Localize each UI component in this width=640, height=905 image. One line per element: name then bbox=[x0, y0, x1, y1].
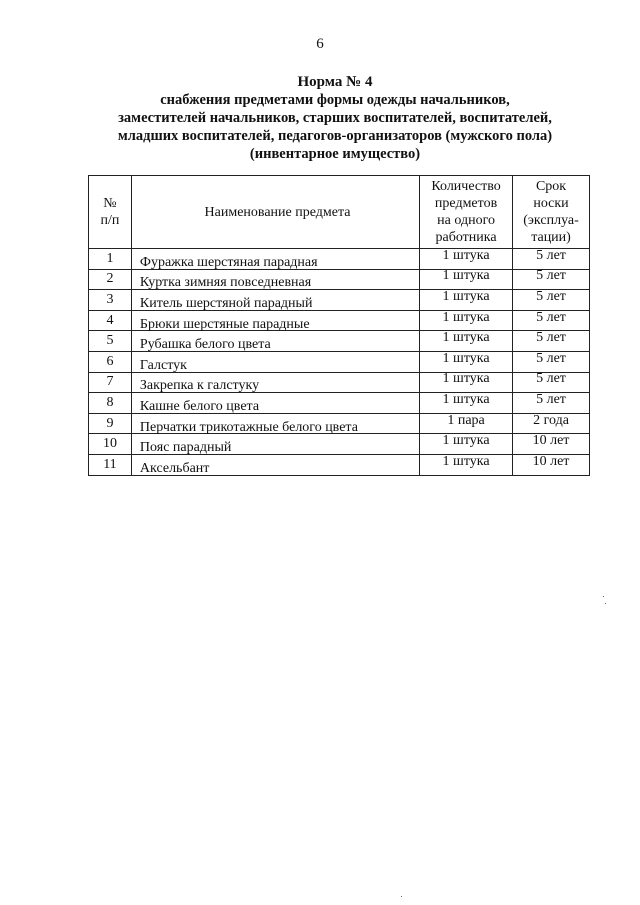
row-quantity-text: 1 штука bbox=[442, 371, 490, 387]
header-qty bbox=[420, 176, 513, 249]
header-qty-line: на одного bbox=[437, 213, 495, 228]
row-quantity-text: 1 штука bbox=[442, 268, 490, 284]
table-row bbox=[89, 434, 590, 455]
scan-speck bbox=[603, 596, 604, 597]
header-num-line: № bbox=[103, 196, 117, 211]
row-item-name-text: Закрепка к галстуку bbox=[139, 378, 260, 394]
row-wear-term bbox=[513, 454, 590, 475]
row-quantity bbox=[420, 372, 513, 393]
row-wear-term-text: 10 лет bbox=[532, 453, 570, 469]
row-item-name-text: Китель шерстяной парадный bbox=[139, 295, 313, 311]
row-quantity bbox=[420, 331, 513, 352]
row-wear-term bbox=[513, 372, 590, 393]
row-num: 10 bbox=[89, 434, 132, 455]
row-item-name-text: Рубашка белого цвета bbox=[139, 337, 271, 353]
row-num: 3 bbox=[89, 290, 132, 311]
table-row bbox=[89, 310, 590, 331]
row-wear-term bbox=[513, 310, 590, 331]
scan-speck bbox=[605, 603, 606, 604]
row-item-name-text: Галстук bbox=[139, 357, 187, 373]
row-quantity-text: 1 штука bbox=[442, 309, 490, 325]
header-term-line: (эксплуа- bbox=[523, 213, 579, 228]
row-item-name-text: Фуражка шерстяная парадная bbox=[139, 254, 318, 270]
table-row bbox=[89, 454, 590, 475]
row-item-name-text: Куртка зимняя повседневная bbox=[139, 275, 312, 291]
row-quantity-text: 1 штука bbox=[442, 391, 490, 407]
table-row bbox=[89, 393, 590, 414]
row-quantity-text: 1 штука bbox=[442, 330, 490, 346]
header-qty-line: предметов bbox=[434, 196, 498, 211]
row-num: 7 bbox=[89, 372, 132, 393]
header-num bbox=[89, 176, 132, 249]
table-row bbox=[89, 351, 590, 372]
header-name: Наименование предмета bbox=[131, 176, 419, 249]
row-item-name-text: Перчатки трикотажные белого цвета bbox=[139, 419, 358, 435]
row-wear-term-text: 2 года bbox=[533, 412, 569, 428]
row-wear-term bbox=[513, 393, 590, 414]
row-quantity-text: 1 пара bbox=[447, 412, 485, 428]
table-row bbox=[89, 290, 590, 311]
row-quantity-text: 1 штука bbox=[442, 247, 490, 263]
row-item-name bbox=[131, 454, 419, 475]
row-item-name bbox=[131, 269, 419, 290]
norm-title: Норма № 4 bbox=[297, 74, 373, 90]
row-item-name bbox=[131, 413, 419, 434]
table-row bbox=[89, 249, 590, 270]
row-num: 8 bbox=[89, 393, 132, 414]
row-quantity-text: 1 штука bbox=[442, 288, 490, 304]
row-wear-term-text: 10 лет bbox=[532, 433, 570, 449]
row-item-name bbox=[131, 351, 419, 372]
page-number: 6 bbox=[316, 36, 324, 52]
heading-line-2: заместителей начальников, старших воспитателей, воспитателей, bbox=[118, 110, 552, 126]
row-wear-term-text: 5 лет bbox=[536, 309, 566, 325]
row-item-name bbox=[131, 372, 419, 393]
row-quantity bbox=[420, 351, 513, 372]
row-wear-term-text: 5 лет bbox=[536, 371, 566, 387]
scan-speck bbox=[401, 896, 402, 897]
row-num: 1 bbox=[89, 249, 132, 270]
row-quantity bbox=[420, 249, 513, 270]
row-item-name bbox=[131, 393, 419, 414]
row-item-name-text: Пояс парадный bbox=[139, 440, 232, 456]
row-quantity bbox=[420, 290, 513, 311]
row-wear-term-text: 5 лет bbox=[536, 330, 566, 346]
header-term bbox=[513, 176, 590, 249]
row-quantity bbox=[420, 413, 513, 434]
row-wear-term bbox=[513, 290, 590, 311]
row-quantity bbox=[420, 454, 513, 475]
row-item-name bbox=[131, 310, 419, 331]
row-item-name bbox=[131, 249, 419, 270]
row-wear-term bbox=[513, 351, 590, 372]
row-wear-term bbox=[513, 331, 590, 352]
row-num: 6 bbox=[89, 351, 132, 372]
document-heading bbox=[60, 73, 610, 163]
table-row bbox=[89, 372, 590, 393]
norm-table bbox=[88, 175, 590, 476]
header-term-line: носки bbox=[533, 196, 569, 211]
table-row bbox=[89, 331, 590, 352]
heading-line-4: (инвентарное имущество) bbox=[249, 146, 421, 162]
heading-line-1: снабжения предметами формы одежды начальников, bbox=[160, 92, 510, 108]
row-wear-term-text: 5 лет bbox=[536, 288, 566, 304]
row-wear-term-text: 5 лет bbox=[536, 350, 566, 366]
row-num: 9 bbox=[89, 413, 132, 434]
header-term-line: тации) bbox=[531, 230, 571, 245]
header-term-line: Срок bbox=[535, 179, 567, 194]
table-header-row bbox=[89, 176, 590, 249]
header-qty-line: работника bbox=[435, 230, 497, 245]
row-quantity-text: 1 штука bbox=[442, 350, 490, 366]
row-wear-term-text: 5 лет bbox=[536, 268, 566, 284]
row-item-name bbox=[131, 290, 419, 311]
row-num: 4 bbox=[89, 310, 132, 331]
row-quantity-text: 1 штука bbox=[442, 433, 490, 449]
row-item-name-text: Кашне белого цвета bbox=[139, 398, 260, 414]
header-num-line: п/п bbox=[100, 213, 120, 228]
row-item-name bbox=[131, 331, 419, 352]
row-wear-term-text: 5 лет bbox=[536, 247, 566, 263]
row-wear-term-text: 5 лет bbox=[536, 391, 566, 407]
heading-line-3: младших воспитателей, педагогов-организаторов (мужского пола) bbox=[117, 128, 553, 144]
row-num: 5 bbox=[89, 331, 132, 352]
row-item-name-text: Брюки шерстяные парадные bbox=[139, 316, 310, 332]
row-item-name-text: Аксельбант bbox=[139, 460, 210, 476]
row-wear-term bbox=[513, 269, 590, 290]
row-quantity bbox=[420, 434, 513, 455]
row-quantity bbox=[420, 393, 513, 414]
table-row bbox=[89, 269, 590, 290]
row-wear-term bbox=[513, 249, 590, 270]
row-num: 11 bbox=[89, 454, 132, 475]
row-quantity bbox=[420, 269, 513, 290]
row-item-name bbox=[131, 434, 419, 455]
header-qty-line: Количество bbox=[431, 179, 501, 194]
row-wear-term bbox=[513, 434, 590, 455]
row-wear-term bbox=[513, 413, 590, 434]
row-quantity-text: 1 штука bbox=[442, 453, 490, 469]
row-quantity bbox=[420, 310, 513, 331]
table-row bbox=[89, 413, 590, 434]
row-num: 2 bbox=[89, 269, 132, 290]
